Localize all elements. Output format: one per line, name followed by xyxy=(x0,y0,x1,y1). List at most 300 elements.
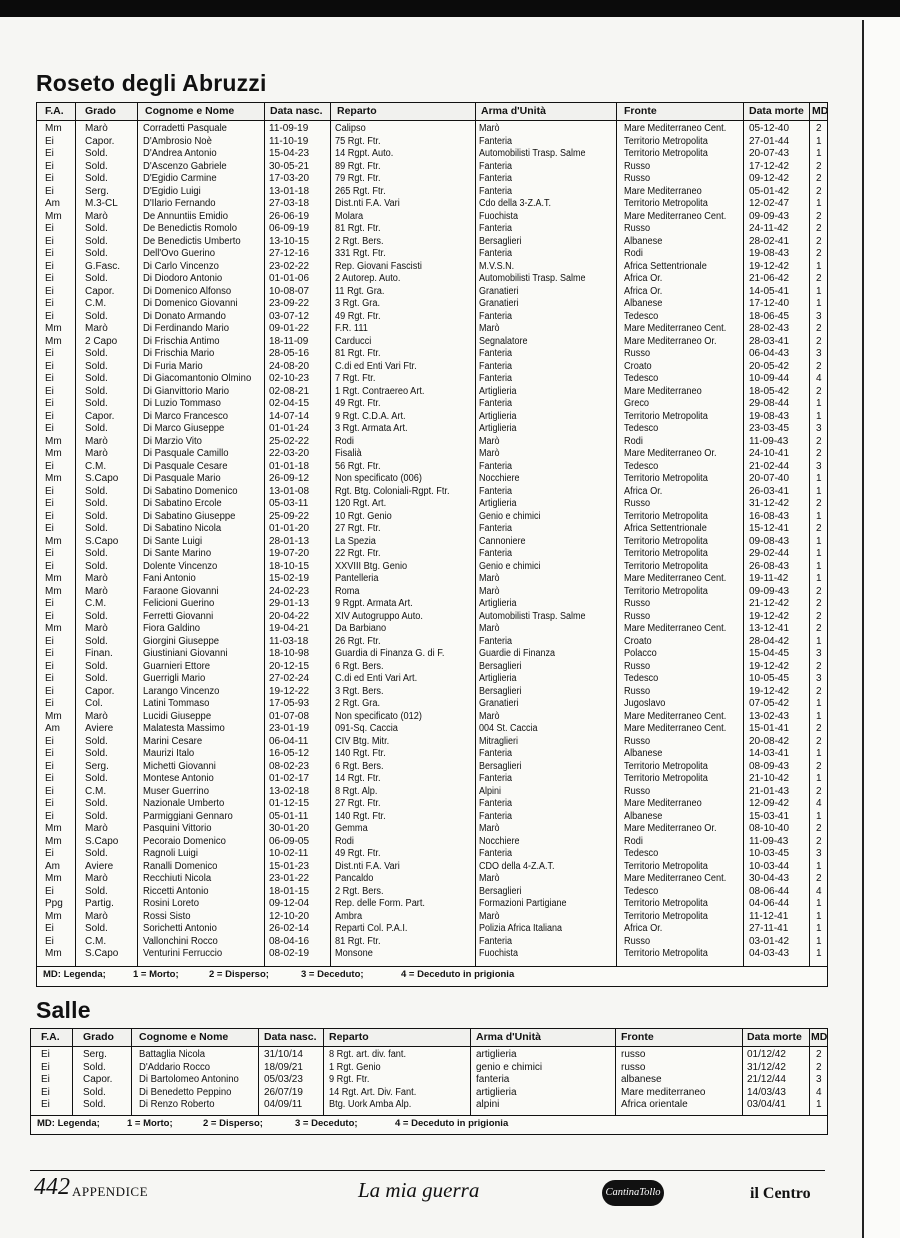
table-row xyxy=(37,648,827,661)
cell-fa: Ei xyxy=(45,423,54,434)
table-row xyxy=(37,361,827,374)
cell-reparto: 1 Rgt. Contraereo Art. xyxy=(335,385,425,397)
cell-nome: De Annuntiis Emidio xyxy=(143,210,229,222)
cell-nasc: 02-08-21 xyxy=(269,385,310,397)
cell-md: 3 xyxy=(816,673,822,684)
cell-grado: Sold. xyxy=(85,498,108,509)
cell-fronte: Territorio Metropolita xyxy=(624,535,708,547)
cell-reparto: Rodi xyxy=(335,835,354,847)
cell-fa: Ei xyxy=(45,498,54,509)
cell-grado: Sold. xyxy=(85,485,108,497)
cell-grado: Capor. xyxy=(85,410,115,422)
cell-arma: artiglieria xyxy=(476,1086,517,1098)
cell-morte: 21-10-42 xyxy=(749,773,790,784)
cell-arma: Genio e chimici xyxy=(479,560,541,572)
cell-fronte: Territorio Metropolita xyxy=(624,948,708,959)
column-header-grado: Grado xyxy=(83,1031,114,1043)
cell-reparto: 11 Rgt. Gra. xyxy=(335,285,385,297)
table-row xyxy=(37,661,827,674)
column-header-md: MD xyxy=(811,1031,828,1043)
cell-morte: 29-08-44 xyxy=(749,398,790,409)
table-row xyxy=(37,611,827,624)
cell-reparto: Btg. Uork Amba Alp. xyxy=(329,1099,412,1110)
cell-morte: 08-06-44 xyxy=(749,885,790,897)
table-row xyxy=(37,286,827,299)
table-row xyxy=(37,436,827,449)
cell-grado: Sold. xyxy=(85,560,108,572)
cell-reparto: Non specificato (012) xyxy=(335,710,422,722)
cell-reparto: Rep. delle Form. Part. xyxy=(335,898,425,909)
cell-grado: Marò xyxy=(85,448,108,459)
cell-nome: Rossi Sisto xyxy=(143,910,191,922)
cell-nome: Maurizi Italo xyxy=(143,748,195,759)
cell-nasc: 27-02-24 xyxy=(269,673,310,684)
cell-nasc: 18-11-09 xyxy=(269,335,309,347)
cell-morte: 11-12-41 xyxy=(749,910,789,922)
cell-nome: Dell'Ovo Guerino xyxy=(143,248,216,259)
cell-fa: Ei xyxy=(45,523,54,534)
cell-reparto: 6 Rgt. Bers. xyxy=(335,660,384,672)
cell-nome: D'Ascenzo Gabriele xyxy=(143,160,227,172)
cell-arma: Fanteria xyxy=(479,160,513,172)
cell-md: 2 xyxy=(816,323,822,334)
cell-nasc: 25-02-22 xyxy=(269,435,310,447)
cell-md: 2 xyxy=(816,660,822,672)
cell-fa: Ei xyxy=(45,460,54,472)
cell-fa: Ei xyxy=(45,885,54,897)
cell-md: 2 xyxy=(816,498,822,509)
column-header-grado: Grado xyxy=(85,105,116,117)
cell-arma: M.V.S.N. xyxy=(479,260,515,272)
cell-nome: Di Marzio Vito xyxy=(143,435,202,447)
cell-fronte: russo xyxy=(621,1049,646,1060)
cell-morte: 14-05-41 xyxy=(749,285,790,297)
cell-fa: Ei xyxy=(45,735,54,747)
cell-md: 2 xyxy=(816,723,822,734)
cell-grado: Col. xyxy=(85,698,103,709)
cell-fa: Mm xyxy=(45,623,62,634)
cell-md: 1 xyxy=(816,473,822,484)
cell-grado: C.M. xyxy=(85,785,107,797)
cell-nasc: 08-04-16 xyxy=(269,935,310,947)
cell-arma: Segnalatore xyxy=(479,335,528,347)
page-edge xyxy=(862,20,900,1238)
cell-grado: Aviere xyxy=(85,723,114,734)
cell-md: 2 xyxy=(816,735,822,747)
cell-morte: 13-02-43 xyxy=(749,710,790,722)
cell-fa: Ei xyxy=(41,1061,50,1073)
table-row xyxy=(31,1049,827,1062)
cell-fronte: Albanese xyxy=(624,810,663,822)
cell-fronte: Mare mediterraneo xyxy=(621,1086,706,1098)
cell-grado: S.Capo xyxy=(85,473,119,484)
il-centro-masthead: il Centro xyxy=(750,1185,811,1202)
cell-grado: Marò xyxy=(85,710,108,722)
cell-morte: 10-09-44 xyxy=(749,373,790,384)
cell-fa: Mm xyxy=(45,473,62,484)
cell-morte: 28-02-43 xyxy=(749,323,790,334)
cell-nome: Di Sabatino Nicola xyxy=(143,523,222,534)
table-row xyxy=(37,236,827,249)
cell-nome: Di Sabatino Giuseppe xyxy=(143,510,236,522)
cell-morte: 21-06-42 xyxy=(749,273,790,284)
cell-reparto: 7 Rgt. Ftr. xyxy=(335,373,376,384)
cell-fronte: Russo xyxy=(624,735,651,747)
cell-reparto: F.R. 111 xyxy=(335,323,368,334)
cell-nome: Pasquini Vittorio xyxy=(143,823,212,834)
cell-nome: Di Bartolomeo Antonino xyxy=(139,1074,239,1085)
table-row xyxy=(37,586,827,599)
cell-grado: Capor. xyxy=(85,685,115,697)
cell-morte: 19-12-42 xyxy=(749,260,790,272)
cell-arma: Fanteria xyxy=(479,373,513,384)
cell-md: 2 xyxy=(816,598,822,609)
cell-arma: Fanteria xyxy=(479,935,513,947)
cell-arma: Cannoniere xyxy=(479,535,526,547)
table-row xyxy=(37,311,827,324)
cell-reparto: CIV Btg. Mitr. xyxy=(335,735,390,747)
cell-arma: Bersaglieri xyxy=(479,660,522,672)
cell-grado: Sold. xyxy=(85,810,108,822)
cell-morte: 08-10-40 xyxy=(749,823,790,834)
cell-reparto: 10 Rgt. Genio xyxy=(335,510,392,522)
cell-fa: Ei xyxy=(45,398,54,409)
cell-fronte: Territorio Metropolita xyxy=(624,860,708,872)
cell-grado: C.M. xyxy=(85,298,107,309)
cell-md: 2 xyxy=(816,273,822,284)
cell-nome: Riccetti Antonio xyxy=(143,885,209,897)
cell-fronte: Russo xyxy=(624,173,651,184)
cell-morte: 08-09-43 xyxy=(749,760,790,772)
cell-fa: Am xyxy=(45,860,60,872)
cell-grado: M.3-CL xyxy=(85,198,118,209)
cell-md: 1 xyxy=(816,410,822,422)
table-row xyxy=(37,561,827,574)
cell-fa: Mm xyxy=(45,910,62,922)
cell-md: 1 xyxy=(816,548,822,559)
cell-grado: Sold. xyxy=(85,798,108,809)
cell-nasc: 13-01-08 xyxy=(269,485,310,497)
cell-arma: Marò xyxy=(479,873,500,884)
cell-fa: Ei xyxy=(45,748,54,759)
cell-nasc: 27-03-18 xyxy=(269,198,310,209)
cell-morte: 15-04-45 xyxy=(749,648,790,659)
cell-nome: Di Luzio Tommaso xyxy=(143,398,221,409)
table-row xyxy=(37,861,827,874)
cell-fronte: Rodi xyxy=(624,248,643,259)
cell-nome: Dolente Vincenzo xyxy=(143,560,218,572)
cell-morte: 21-02-44 xyxy=(749,460,790,472)
cell-grado: Serg. xyxy=(85,185,109,197)
cell-arma: Artiglieria xyxy=(479,410,517,422)
table-row xyxy=(37,836,827,849)
table-row xyxy=(37,936,827,949)
cell-nasc: 13-01-18 xyxy=(269,185,310,197)
cell-morte: 14/03/43 xyxy=(747,1086,786,1098)
cell-reparto: 9 Rgt. Ftr. xyxy=(329,1074,370,1085)
cell-nasc: 02-04-15 xyxy=(269,398,310,409)
cell-arma: Artiglieria xyxy=(479,423,517,434)
legend-item: 1 = Morto; xyxy=(127,1118,173,1129)
cell-fronte: Mare Mediterraneo xyxy=(624,385,702,397)
cell-md: 2 xyxy=(816,360,822,372)
cell-grado: Aviere xyxy=(85,860,114,872)
cell-nasc: 19-04-21 xyxy=(269,623,310,634)
cell-md: 1 xyxy=(816,1099,822,1110)
cell-fa: Ei xyxy=(45,223,54,234)
cell-morte: 20-07-40 xyxy=(749,473,790,484)
cell-fa: Ei xyxy=(45,298,54,309)
cell-md: 1 xyxy=(816,198,822,209)
cell-morte: 28-04-42 xyxy=(749,635,790,647)
cell-reparto: 8 Rgt. art. div. fant. xyxy=(329,1049,407,1060)
cell-arma: Fanteria xyxy=(479,360,513,372)
table-row xyxy=(37,298,827,311)
cell-morte: 09-08-43 xyxy=(749,535,790,547)
cell-morte: 27-01-44 xyxy=(749,135,790,147)
cell-nome: Di Benedetto Peppino xyxy=(139,1086,232,1098)
cell-grado: Sold. xyxy=(85,385,108,397)
cell-nome: Di Pasquale Cesare xyxy=(143,460,228,472)
cell-reparto: 120 Rgt. Art. xyxy=(335,498,387,509)
cell-fa: Ei xyxy=(45,660,54,672)
cell-fa: Ei xyxy=(45,548,54,559)
cell-grado: Sold. xyxy=(85,148,108,159)
cell-fronte: Tedesco xyxy=(624,423,659,434)
cell-fa: Ei xyxy=(45,673,54,684)
table-row xyxy=(37,186,827,199)
cell-arma: Marò xyxy=(479,435,500,447)
cell-nasc: 17-05-93 xyxy=(269,698,310,709)
cell-grado: Sold. xyxy=(85,273,108,284)
cell-nasc: 19-12-22 xyxy=(269,685,310,697)
cell-reparto: 9 Rgpt. Armata Art. xyxy=(335,598,413,609)
cell-md: 3 xyxy=(816,423,822,434)
cell-md: 4 xyxy=(816,885,822,897)
table-row xyxy=(31,1087,827,1100)
cell-arma: Bersaglieri xyxy=(479,760,522,772)
cell-nasc: 19-07-20 xyxy=(269,548,310,559)
cell-nome: Montese Antonio xyxy=(143,773,214,784)
cell-fronte: Albanese xyxy=(624,298,663,309)
cell-nome: Venturini Ferruccio xyxy=(143,948,223,959)
cell-fa: Ei xyxy=(45,385,54,397)
cell-reparto: 81 Rgt. Ftr. xyxy=(335,223,381,234)
cell-reparto: 6 Rgt. Bers. xyxy=(335,760,384,772)
cell-md: 3 xyxy=(816,648,822,659)
cell-grado: Marò xyxy=(85,210,108,222)
cell-arma: Marò xyxy=(479,123,500,134)
cell-arma: Marò xyxy=(479,710,500,722)
cell-reparto: Rgt. Btg. Coloniali-Rgpt. Ftr. xyxy=(335,485,450,497)
cell-nome: Di Diodoro Antonio xyxy=(143,273,223,284)
cell-nasc: 01-07-08 xyxy=(269,710,310,722)
cell-fa: Ei xyxy=(45,285,54,297)
cell-fa: Ei xyxy=(45,610,54,622)
cell-nome: Recchiuti Nicola xyxy=(143,873,212,884)
cell-morte: 09-09-43 xyxy=(749,585,790,597)
table-row xyxy=(37,673,827,686)
cell-fronte: Mare Mediterraneo Cent. xyxy=(624,323,727,334)
cell-grado: Capor. xyxy=(83,1074,113,1085)
cell-grado: Sold. xyxy=(85,360,108,372)
cell-morte: 26-08-43 xyxy=(749,560,790,572)
cell-fronte: Mare Mediterraneo Cent. xyxy=(624,210,727,222)
cell-arma: artiglieria xyxy=(476,1049,517,1060)
column-header-reparto: Reparto xyxy=(329,1031,369,1043)
cell-fronte: Territorio Metropolita xyxy=(624,910,708,922)
cell-md: 2 xyxy=(816,1049,822,1060)
cell-fronte: Africa Or. xyxy=(624,285,663,297)
cell-arma: Fanteria xyxy=(479,773,513,784)
cell-fa: Mm xyxy=(45,823,62,834)
cell-fa: Ei xyxy=(45,698,54,709)
cell-nome: Di Donato Armando xyxy=(143,310,226,322)
cell-morte: 29-02-44 xyxy=(749,548,790,559)
cell-reparto: 265 Rgt. Ftr. xyxy=(335,185,386,197)
cell-morte: 19-12-42 xyxy=(749,610,790,622)
cell-nome: Rosini Loreto xyxy=(143,898,199,909)
cell-fa: Ei xyxy=(45,685,54,697)
table-row xyxy=(37,373,827,386)
cell-morte: 11-09-43 xyxy=(749,435,789,447)
cell-morte: 27-11-41 xyxy=(749,923,789,934)
cell-morte: 20-07-43 xyxy=(749,148,790,159)
table-row xyxy=(37,198,827,211)
table-row xyxy=(37,598,827,611)
cell-grado: Sold. xyxy=(85,548,108,559)
cell-nome: Di Renzo Roberto xyxy=(139,1099,215,1110)
cell-fronte: albanese xyxy=(621,1074,662,1085)
cell-morte: 20-05-42 xyxy=(749,360,790,372)
table-row xyxy=(37,473,827,486)
cell-md: 2 xyxy=(816,448,822,459)
cell-nome: Pecoraio Domenico xyxy=(143,835,226,847)
cell-fronte: Russo xyxy=(624,685,651,697)
cell-nasc: 30-01-20 xyxy=(269,823,310,834)
cell-morte: 28-02-41 xyxy=(749,235,790,247)
cell-reparto: 3 Rgt. Gra. xyxy=(335,298,380,309)
cell-nasc: 01-01-06 xyxy=(269,273,310,284)
cell-fronte: Russo xyxy=(624,610,651,622)
cell-nasc: 01-01-18 xyxy=(269,460,310,472)
cell-reparto: 140 Rgt. Ftr. xyxy=(335,748,386,759)
table-row xyxy=(37,898,827,911)
cell-nome: D'Ilario Fernando xyxy=(143,198,216,209)
cell-arma: Granatieri xyxy=(479,698,519,709)
cell-morte: 03/04/41 xyxy=(747,1099,786,1110)
cell-morte: 17-12-42 xyxy=(749,160,790,172)
legend-label: MD: Legenda; xyxy=(37,1118,100,1129)
cell-nome: Di Gianvittorio Mario xyxy=(143,385,230,397)
cell-nasc: 11-09-19 xyxy=(269,123,309,134)
cell-md: 2 xyxy=(816,123,822,134)
cell-md: 2 xyxy=(816,235,822,247)
cell-morte: 31-12-42 xyxy=(749,498,790,509)
cell-fa: Ei xyxy=(45,248,54,259)
cantina-tollo-logo: CantinaTollo xyxy=(602,1180,664,1206)
cell-fronte: Mare Mediterraneo Cent. xyxy=(624,623,727,634)
cell-nome: Di Sabatino Domenico xyxy=(143,485,238,497)
column-header-morte: Data morte xyxy=(749,105,804,117)
column-header-fa: F.A. xyxy=(45,105,64,117)
cell-fronte: Territorio Metropolita xyxy=(624,510,708,522)
cell-arma: Fanteria xyxy=(479,248,513,259)
cell-nome: Di Frischia Antimo xyxy=(143,335,220,347)
cell-arma: Artiglieria xyxy=(479,498,517,509)
cell-arma: Artiglieria xyxy=(479,385,517,397)
cell-arma: Artiglieria xyxy=(479,598,517,609)
table-row xyxy=(37,923,827,936)
cell-fronte: Tedesco xyxy=(624,310,659,322)
cell-md: 1 xyxy=(816,485,822,497)
cell-md: 1 xyxy=(816,573,822,584)
cell-arma: Nocchiere xyxy=(479,473,520,484)
cell-fronte: Territorio Metropolita xyxy=(624,135,708,147)
cell-nasc: 26/07/19 xyxy=(264,1086,303,1098)
cell-grado: Sold. xyxy=(83,1099,106,1110)
cell-fa: Ei xyxy=(45,848,54,859)
cell-reparto: 79 Rgt. Ftr. xyxy=(335,173,381,184)
cell-nome: Guerrigli Mario xyxy=(143,673,206,684)
cell-nasc: 27-12-16 xyxy=(269,248,310,259)
cell-md: 2 xyxy=(816,248,822,259)
cell-fronte: Mare Mediterraneo Cent. xyxy=(624,123,727,134)
cell-grado: Capor. xyxy=(85,135,115,147)
table-row xyxy=(31,1099,827,1112)
cell-arma: Marò xyxy=(479,823,500,834)
cell-arma: Cdo della 3-Z.A.T. xyxy=(479,198,552,209)
table-row xyxy=(37,523,827,536)
cell-fa: Mm xyxy=(45,535,62,547)
column-header-md: MD xyxy=(812,105,829,117)
cell-reparto: 14 Rgt. Ftr. xyxy=(335,773,381,784)
cell-morte: 20-08-42 xyxy=(749,735,790,747)
cell-md: 3 xyxy=(816,460,822,472)
cell-morte: 18-06-45 xyxy=(749,310,790,322)
cell-arma: Fanteria xyxy=(479,135,513,147)
cell-reparto: Dist.nti F.A. Vari xyxy=(335,860,400,872)
cell-arma: Marò xyxy=(479,910,500,922)
cell-fronte: Russo xyxy=(624,223,651,234)
cell-reparto: 27 Rgt. Ftr. xyxy=(335,523,381,534)
cell-grado: Sold. xyxy=(85,235,108,247)
cell-grado: Marò xyxy=(85,123,108,134)
cell-reparto: Ambra xyxy=(335,910,363,922)
cell-md: 3 xyxy=(816,310,822,322)
cell-arma: Fanteria xyxy=(479,848,513,859)
cell-grado: Sold. xyxy=(85,923,108,934)
cell-fronte: Territorio Metropolita xyxy=(624,548,708,559)
cell-nasc: 10-02-11 xyxy=(269,848,309,859)
cell-fronte: Tedesco xyxy=(624,848,659,859)
cell-grado: Sold. xyxy=(85,848,108,859)
cell-fronte: Mare Mediterraneo Or. xyxy=(624,823,717,834)
cell-fa: Mm xyxy=(45,448,62,459)
table-row xyxy=(37,948,827,961)
cell-fronte: Africa Settentrionale xyxy=(624,260,707,272)
cell-grado: G.Fasc. xyxy=(85,260,121,272)
cell-morte: 19-11-42 xyxy=(749,573,789,584)
cell-nasc: 30-05-21 xyxy=(269,160,310,172)
cell-arma: CDO della 4-Z.A.T. xyxy=(479,860,555,872)
table-row xyxy=(31,1062,827,1075)
section-title-roseto: Roseto degli Abruzzi xyxy=(36,70,267,96)
cell-arma: Marò xyxy=(479,448,500,459)
cell-morte: 05-01-42 xyxy=(749,185,790,197)
cell-grado: Sold. xyxy=(85,748,108,759)
cell-md: 1 xyxy=(816,948,822,959)
